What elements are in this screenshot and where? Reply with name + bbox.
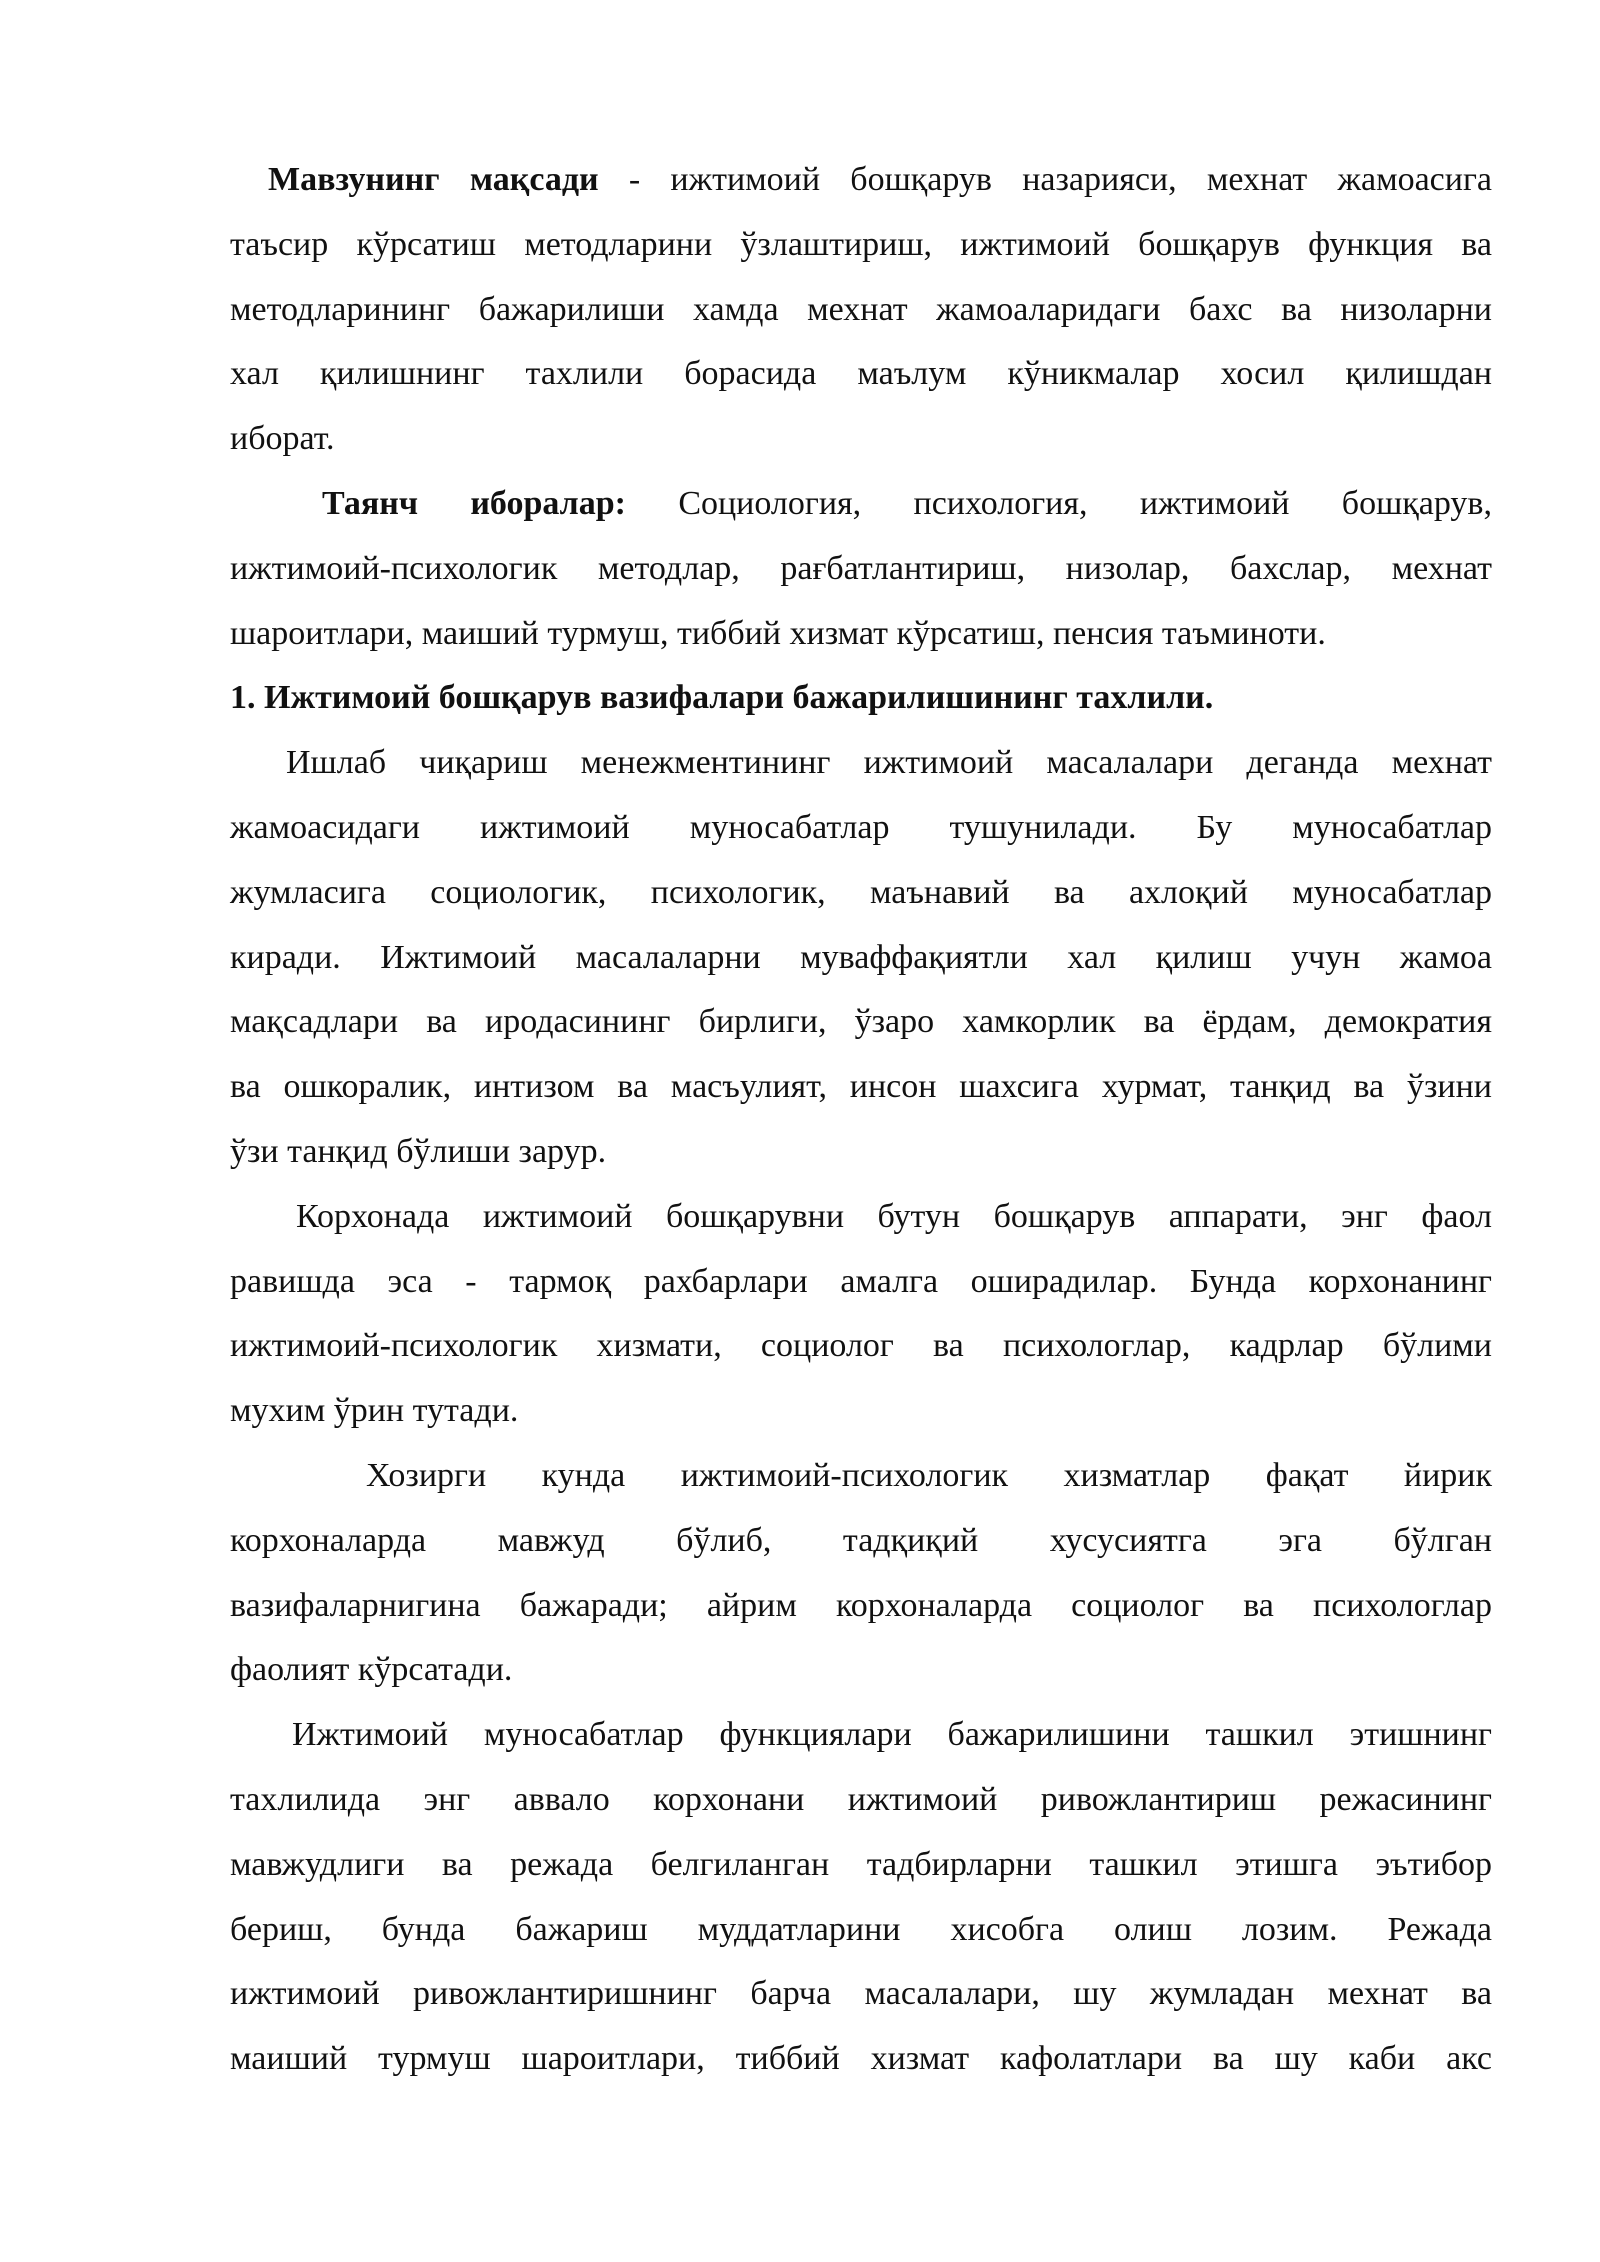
p4-line-1: Ижтимоий муносабатлар функциялари бажарилишини ташкил этишнинг — [292, 1716, 1492, 1754]
section-heading: 1. Ижтимоий бошқарув вазифалари бажарилишининг тахлили. — [230, 679, 1214, 717]
keywords-text: Социология, психология, ижтимоий бошқарув, — [625, 484, 1492, 522]
purpose-label: Мавзунинг мақсади — [268, 161, 599, 198]
p3-line-1: Хозирги кунда ижтимоий-психологик хизматлар фақат йирик — [366, 1456, 1492, 1494]
document-page — [230, 148, 1492, 2092]
keywords-line-1 — [230, 472, 1492, 537]
purpose-line-2: таъсир кўрсатиш методларини ўзлаштириш, ижтимоий бошқарув функция ва — [230, 225, 1492, 263]
p1-line-4: киради. Ижтимоий масалаларни муваффақиятли хал қилиш учун жамоа — [230, 938, 1492, 976]
purpose-line-4: хал қилишнинг тахлили борасида маълум кўникмалар хосил қилишдан — [230, 355, 1492, 393]
p3-line-4: фаолият кўрсатади. — [230, 1651, 513, 1689]
p2-line-1: Корхонада ижтимоий бошқарувни бутун бошқарув аппарати, энг фаол — [296, 1197, 1492, 1235]
keywords-label: Таянч иборалар: — [322, 484, 626, 522]
p4-line-2: тахлилида энг аввало корхонани ижтимоий ривожлантириш режасининг — [230, 1780, 1492, 1818]
paragraph-2 — [230, 1185, 1492, 1444]
p4-line-4: бериш, бунда бажариш муддатларини хисобга олиш лозим. Режада — [230, 1910, 1492, 1948]
paragraph-4 — [230, 1703, 1492, 2092]
p1-line-2: жамоасидаги ижтимоий муносабатлар тушунилади. Бу муносабатлар — [230, 808, 1492, 846]
keywords-line-2: ижтимоий-психологик методлар, рағбатлантириш, низолар, бахслар, мехнат — [230, 549, 1492, 587]
keywords-line-3: шароитлари, маиший турмуш, тиббий хизмат кўрсатиш, пенсия таъминоти. — [230, 614, 1326, 652]
p4-line-3: мавжудлиги ва режада белгиланган тадбирларни ташкил этишга эътибор — [230, 1845, 1492, 1883]
paragraph-1 — [230, 731, 1492, 1185]
purpose-text: - ижтимоий бошқарув назарияси, мехнат жамоасига — [598, 161, 1493, 198]
p2-line-2: равишда эса - тармоқ рахбарлари амалга оширадилар. Бунда корхонанинг — [230, 1262, 1492, 1300]
p1-line-3: жумласига социологик, психологик, маънавий ва ахлоқий муносабатлар — [230, 873, 1492, 911]
p4-line-6: маиший турмуш шароитлари, тиббий хизмат кафолатлари ва шу каби акс — [230, 2040, 1492, 2078]
p1-line-5: мақсадлари ва иродасининг бирлиги, ўзаро хамкорлик ва ёрдам, демократия — [230, 1003, 1492, 1041]
p3-line-2: корхоналарда мавжуд бўлиб, тадқиқий хусусиятга эга бўлган — [230, 1521, 1492, 1559]
keywords-paragraph — [230, 472, 1492, 666]
p1-line-7: ўзи танқид бўлиши зарур. — [230, 1132, 607, 1170]
purpose-line-5: иборат. — [230, 420, 335, 458]
paragraph-3 — [230, 1444, 1492, 1703]
p2-line-3: ижтимоий-психологик хизмати, социолог ва психологлар, кадрлар бўлими — [230, 1327, 1492, 1365]
p1-line-1: Ишлаб чиқариш менежментининг ижтимоий масалалари деганда мехнат — [286, 744, 1492, 782]
purpose-paragraph — [230, 148, 1492, 472]
p1-line-6: ва ошкоралик, интизом ва масъулият, инсон шахсига хурмат, танқид ва ўзини — [230, 1068, 1492, 1106]
p3-line-3: вазифаларнигина бажаради; айрим корхоналарда социолог ва психологлар — [230, 1586, 1492, 1624]
p4-line-5: ижтимоий ривожлантиришнинг барча масалалари, шу жумладан мехнат ва — [230, 1975, 1492, 2013]
purpose-line-1 — [230, 148, 1492, 213]
p2-line-4: мухим ўрин тутади. — [230, 1392, 519, 1430]
purpose-line-3: методларининг бажарилиши хамда мехнат жамоаларидаги бахс ва низоларни — [230, 290, 1492, 328]
